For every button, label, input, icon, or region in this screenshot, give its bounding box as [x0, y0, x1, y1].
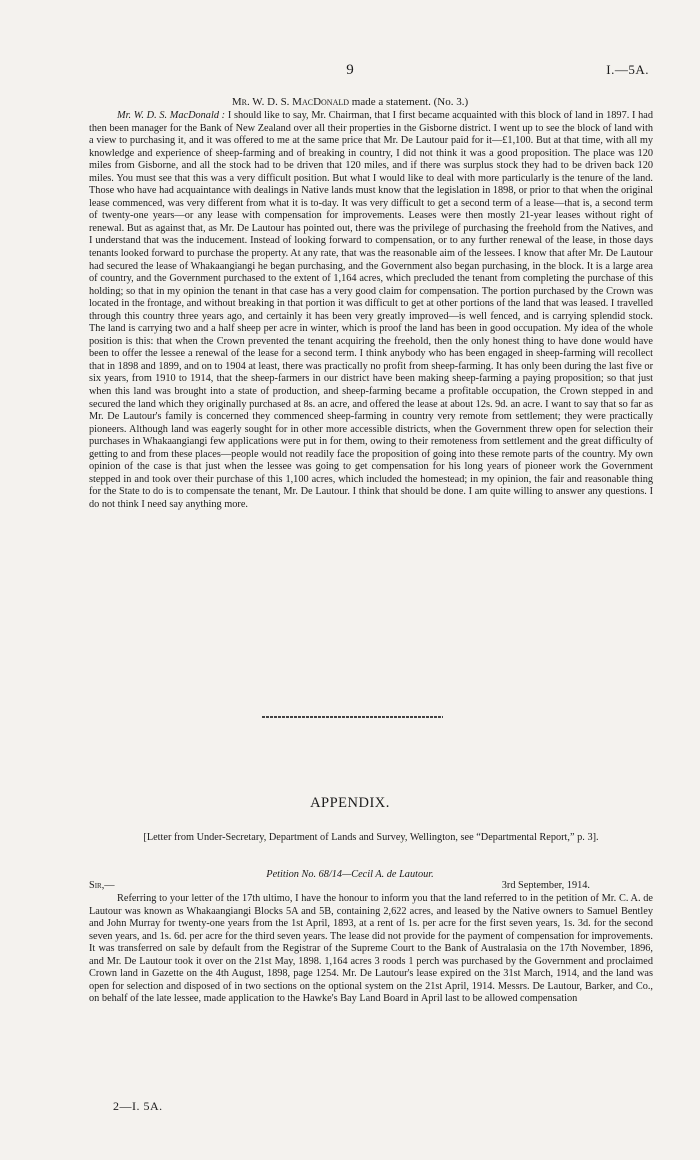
appendix-title: APPENDIX. — [310, 795, 390, 811]
petition-title: Petition No. 68/14—Cecil A. de Lautour. — [266, 869, 434, 880]
statement-paragraph — [89, 110, 653, 512]
sheet-signature: 2—I. 5A. — [113, 1099, 163, 1113]
letter-reference: [Letter from Under-Secretary, Department of Lands and Survey, Wellington, see “Departmental Report,” p. 3]. — [143, 832, 599, 843]
statement-body — [89, 110, 653, 512]
statement-text: I should like to say, Mr. Chairman, that I first became acquainted with this block of land in 1897. I had then been manager for the Bank of New Zealand over all their properties in the Gisborne district. I went up to see the block of land with a view to purchasing it, and it was offered to me at the same price that Mr. De Lautour paid for it—£1,100. But at that time, with all my knowledge and experience of sheep-farming and of breaking in country, I did not think it was a good proposition. The place was 120 miles from Gisborne, and all the stock had to be driven that 120 miles, and if there was surplus stock they had to be driven back 120 miles. You must see that this was a very difficult position. But what I would like to deal with more particularly is the tenure of the land. Those who have had acquaintance with dealings in Native lands must know that the legislation in 1898, or prior to that when the original lease commenced, was very different from what it is to-day. It was very difficult to get a second term of a lease—that is, a second term of twenty-one years—or any lease with compensation for improvements. Leases were then mostly 21-year leases without right of renewal. But as against that, as Mr. De Lautour has pointed out, there was the privilege of purchasing the freehold from the Natives, and I understand that was the inducement. Instead of looking forward to compensation, or to any further renewal of the lease, in those days tenants looked forward to purchase the property. At any rate, that was the reasonable aim of the lessees. I know that after Mr. De Lautour had secured the lease of Whakaangiangi he began purchasing, and the Government also began purchasing, in the block. It is a large area of country, and the Government purchased to the extent of 1,164 acres, which precluded the tenant from completing the purchase of this holding; so that in my opinion the tenant in that case has a very good claim for compensation. The portion purchased by the Crown was located in the frontage, and without breaking in that portion it was difficult to get at other portions of the land that was leased. I travelled through this country three years ago, and certainly it has been very greatly improved—is well fenced, and is carrying splendid stock. The land is carrying two and a half sheep per acre in winter, which is proof the land has been in good occupation. My idea of the whole position is this: that when the Crown prevented the tenant acquiring the freehold, then the only honest thing to have done would have been to offer the lessee a renewal of the lease for a second term. I think anybody who has been engaged in sheep-farming will recollect that in 1898 and 1899, and on to 1904 at least, there was practically no profit from sheep-farming. It has only been during the last five or six years, from 1910 to 1914, that the sheep-farmers in our district have been making sheep-farming a paying proposition; so that just when this land was brought into a state of production, and sheep-farming became a profitable occupation, the Crown stepped in and secured the land which they originally purchased at 8s. an acre, and offered the lease at about 12s. 9d. an acre. I want to say that so far as Mr. De Lautour's family is concerned they commenced sheep-farming in country very remote from settlement; they were practically pioneers. Although land was eagerly sought for in other more accessible districts, when the Government threw open for selection their purchases in Whakaangiangi few applications were put in for them, owing to their remoteness from settlement and the great difficulty of getting to and from these places—people would not readily face the proposition of going into these remote parts of the country. My own opinion of the case is that just when the lessee was going to get compensation for his long years of pioneer work the Government stepped in and took over their purchase of this 1,100 acres, which included the homestead; in my opinion, the fair and reasonable thing for the State to do is to compensate the tenant, Mr. De Lautour. I think that should be done. I am quite willing to answer any questions. I do not think I need say anything more. — [89, 110, 654, 510]
page-number: 9 — [346, 62, 354, 78]
section-divider — [262, 716, 443, 718]
letter-paragraph: Referring to your letter of the 17th ultimo, I have the honour to inform you that the land referred to in the petition of Mr. C. A. de Lautour was known as Whakaangiangi Blocks 5A and 5B, containing 2,622 acres, and leased by the Native owners to Samuel Bentley and John Murray for twenty-one years from the 1st April, 1893, at a rent of 1s. per acre for the first seven years, 1s. 3d. for the second seven years, and 1s. 6d. per acre for the third seven years. The lease did not provide for the payment of compensation for improvements. It was transferred on sale by default from the Registrar of the Supreme Court to the Bank of Australasia on the 17th November, 1896, and Mr. De Lautour took it over on the 21st May, 1898. 1,164 acres 3 roods 1 perch was purchased by the Government and proclaimed Crown land in Gazette on the 4th August, 1898, page 1254. Mr. De Lautour's lease expired on the 31st March, 1914, and the land was open for selection and disposed of in two sections on the optional system on the 21st April, 1914. Messrs. De Lautour, Barker, and Co., on behalf of the late lessee, made application to the Hawke's Bay Land Board in April last to be allowed compensation — [89, 893, 653, 1005]
statement-heading — [0, 96, 700, 109]
statement-speaker-name: Mr. W. D. S. MacDonald — [231, 96, 350, 108]
letter-body — [89, 893, 653, 1006]
statement-heading-rest: made a statement. (No. 3.) — [349, 96, 469, 108]
paper-reference: I.—5A. — [606, 62, 649, 77]
letter-date: 3rd September, 1914. — [501, 880, 590, 891]
speaker-label: Mr. W. D. S. MacDonald : — [117, 110, 226, 121]
salutation: Sir,— — [89, 880, 115, 891]
